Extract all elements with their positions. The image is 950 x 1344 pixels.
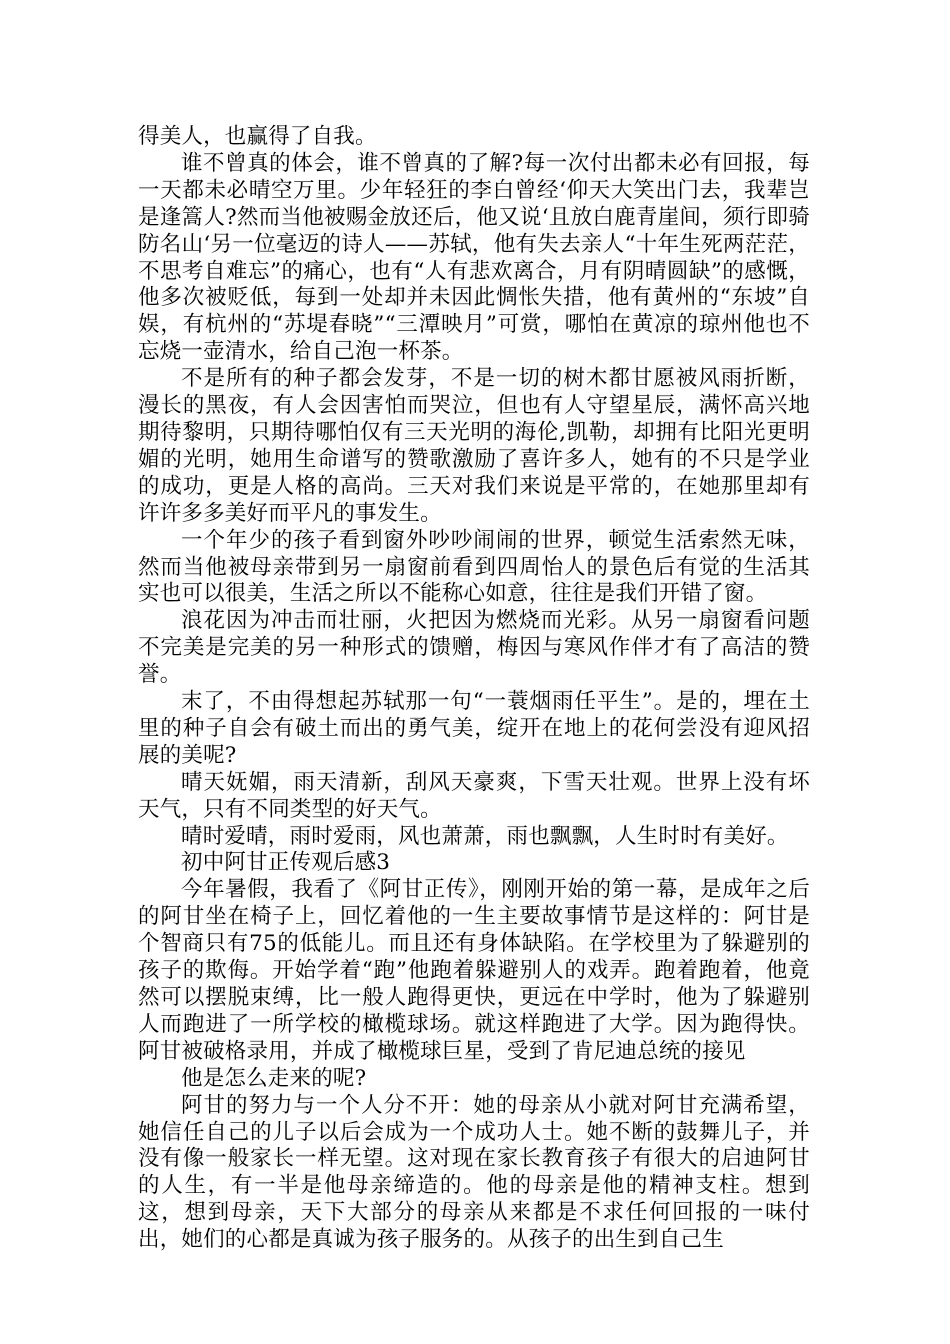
paragraph-12: 阿甘的努力与一个人分不开：她的母亲从小就对阿甘充满希望，她信任自己的儿子以后会成为一个成功人士。她不断的鼓舞儿子，并没有像一般家长一样无望。这对现在家长教育孩子有很大的启迪阿甘的人生，有一半是他母亲缔造的。他的母亲是他的精神支柱。想到这，想到母亲，天下大部分的母亲从来都是不求任何回报的一味付出，她们的心都是真诚为孩子服务的。从孩子的出生到自己生 [138, 1092, 810, 1253]
paragraph-2: 谁不曾真的体会，谁不曾真的了解?每一次付出都未必有回报，每一天都未必晴空万里。少年轻狂的李白曾经‘仰天大笑出门去，我辈岂是逢篙人?然而当他被赐金放还后，他又说‘且放白鹿青崖间，须行即骑防名山‘另一位毫迈的诗人——苏轼，他有失去亲人“十年生死两茫茫，不思考自难忘”的痛心，也有“人有悲欢离合，月有阴晴圆缺”的感慨，他多次被贬低，每到一处却并未因此惆怅失措，他有黄州的“东坡”自娱，有杭州的“苏堤春晓”“三潭映月”可赏，哪怕在黄凉的琼州他也不忘烧一壶清水，给自己泡一杯茶。 [138, 150, 810, 365]
paragraph-6: 末了，不由得想起苏轼那一句“一蓑烟雨任平生”。是的，埋在土里的种子自会有破土而出的勇气美，绽开在地上的花何尝没有迎风招展的美呢? [138, 689, 810, 768]
paragraph-10: 今年暑假，我看了《阿甘正传》，刚刚开始的第一幕，是成年之后的阿甘坐在椅子上，回忆着他的一生主要故事情节是这样的：阿甘是个智商只有75的低能儿。而且还有身体缺陷。在学校里为了躲避别的孩子的欺侮。开始学着“跑”他跑着躲避别人的戏弄。跑着跑着，他竟然可以摆脱束缚，比一般人跑得更快，更远在中学时，他为了躲避别人而跑进了一所学校的橄榄球场。就这样跑进了大学。因为跑得快。阿甘被破格录用，并成了橄榄球巨星，受到了肯尼迪总统的接见 [138, 877, 810, 1064]
paragraph-3: 不是所有的种子都会发芽，不是一切的树木都甘愿被风雨折断，漫长的黑夜，有人会因害怕而哭泣，但也有人守望星辰，满怀高兴地期待黎明，只期待哪怕仅有三天光明的海伦,凯勒，却拥有比阳光更明媚的光明，她用生命谱写的赞歌激励了喜许多人，她有的不只是学业的成功，更是人格的高尚。三天对我们来说是平常的，在她那里却有许许多多美好而平凡的事发生。 [138, 366, 810, 526]
paragraph-4: 一个年少的孩子看到窗外吵吵闹闹的世界，顿觉生活索然无味，然而当他被母亲带到另一扇窗前看到四周怡人的景色后有觉的生活其实也可以很美，生活之所以不能称心如意，往往是我们开错了窗。 [138, 527, 810, 607]
paragraph-7: 晴天妩媚，雨天清新，刮风天豪爽，下雪天壮观。世界上没有坏天气，只有不同类型的好天气。 [138, 769, 810, 822]
paragraph-5: 浪花因为冲击而壮丽，火把因为燃烧而光彩。从另一扇窗看问题不完美是完美的另一种形式的馈赠，梅因与寒风作伴才有了高洁的赞誉。 [138, 608, 810, 688]
section-heading: 初中阿甘正传观后感3 [181, 850, 391, 876]
document-body [138, 124, 810, 1254]
paragraph-8: 晴时爱晴，雨时爱雨，风也萧萧，雨也飘飘，人生时时有美好。 [181, 823, 789, 849]
paragraph-1: 得美人，也赢得了自我。 [138, 124, 377, 149]
paragraph-11: 他是怎么走来的呢? [181, 1065, 367, 1091]
